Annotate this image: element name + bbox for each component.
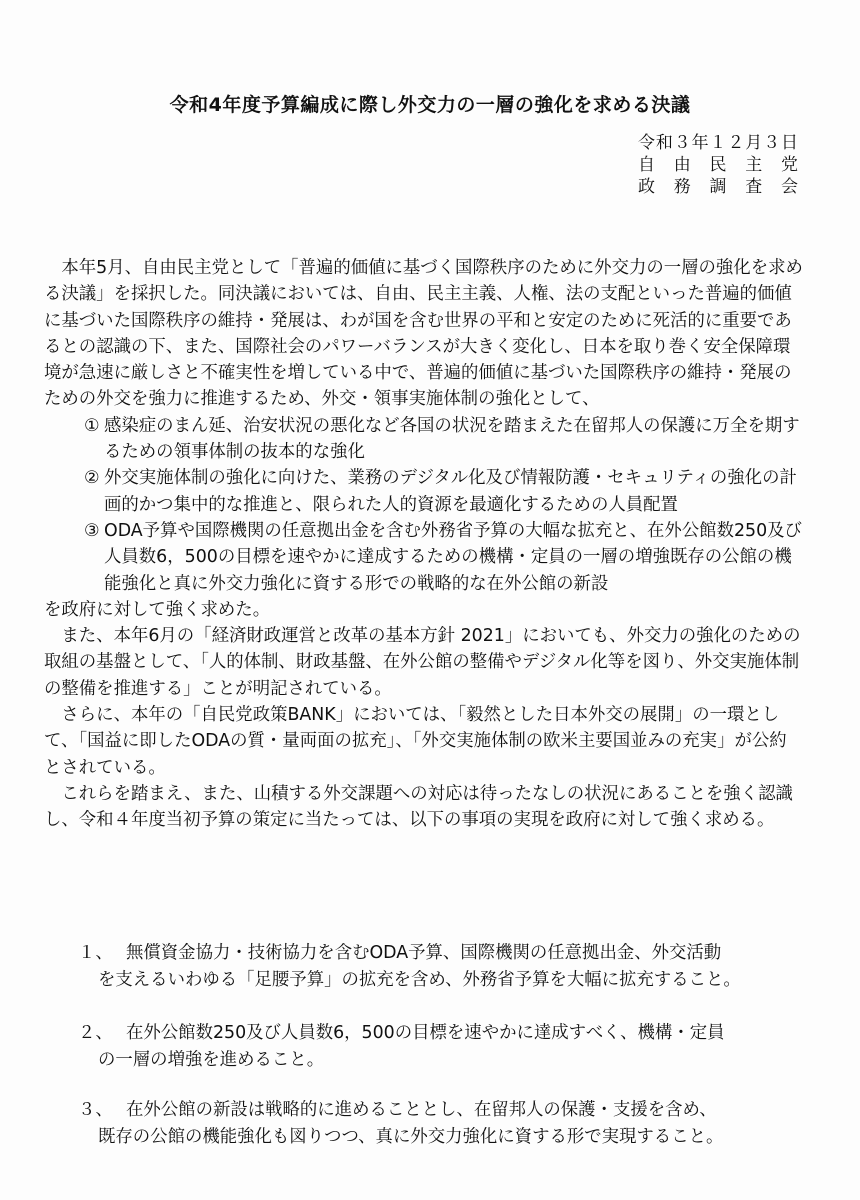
request-line-1: 無償資金協力・技術協力を含むODA予算、国際機関の任意拠出金、外交活動 [126,943,722,963]
request-item-3 [70,1097,810,1151]
date-block [638,132,798,198]
paragraph-4: これらを踏まえ、また、山積する外交課題への対応は待ったなしの状況にあることを強く認識し、令和４年度当初予算の策定に当たっては、以下の事項の実現を政府に対して強く求める。 [44,783,793,831]
paragraph-2: また、本年6月の「経済財政運営と改革の基本方針 2021」においても、外交力の強化のための取組の基盤として、「人的体制、財政基盤、在外公館の整備やデジタル化等を図り、外交実施体制の整備を推進する」ことが明記されている。 [44,626,801,699]
paragraph-1: 本年5月、自由民主党として「普遍的価値に基づく国際秩序のために外交力の一層の強化を求める決議」を採択した。同決議においては、自由、民主主義、人権、法の支配といった普遍的価値に基づいた国際秩序の維持・発展は、わが国を含む世界の平和と安定のために死活的に重要であるとの認識の下、また、国際社会のパワーバランスが大きく変化し、日本を取り巻く安全保障環境が急速に厳しさと不確実性を増している中で、普遍的価値に基づいた国際秩序の維持・発展のための外交を強力に推進するため、外交・領事実施体制の強化として、 [44,258,803,410]
request-number: ２、 [78,1023,113,1043]
request-line-2: を支えるいわゆる「足腰予算」の拡充を含め、外務省予算を大幅に拡充すること。 [98,970,741,990]
request-item-1 [70,940,810,994]
request-line-2: の一層の増強を進めること。 [98,1050,325,1070]
request-line-1: 在外公館数250及び人員数6，500の目標を速やかに達成すべく、機構・定員 [126,1023,725,1043]
list-item-number: ② [84,468,100,489]
list-item-text: ODA予算や国際機関の任意拠出金を含む外務省予算の大幅な拡充と、在外公館数250及び人員数6，500の目標を速やかに達成するための機構・定員の一層の増強既存の公館の機能強化と真に外交力強化に資する形での戦略的な在外公館の新設 [104,520,802,594]
document-date: 令和３年１２月３日 [638,133,798,153]
request-item-2 [70,1020,810,1074]
org-line-2: 政務調査会 [638,177,798,197]
request-line-1: 在外公館の新設は戦略的に進めることとし、在留邦人の保護・支援を含め、 [126,1100,717,1120]
list-item-number: ① [84,415,100,436]
list-item [44,465,804,518]
request-line-2: 既存の公館の機能強化も図りつつ、真に外交力強化に資する形で実現すること。 [98,1127,724,1147]
document-body [44,255,804,834]
list-item-text: 感染症のまん延、治安状況の悪化など各国の状況を踏まえた在留邦人の保護に万全を期するための領事体制の抜本的な強化 [104,415,800,463]
request-text [70,940,810,994]
list-item [44,413,804,466]
request-number: ３、 [78,1100,113,1120]
request-number: １、 [78,943,113,963]
list-item [44,518,804,597]
document-title: 令和4年度予算編成に際し外交力の一層の強化を求める決議 [169,94,691,116]
list-item-number: ③ [84,520,100,541]
list-item-text: 外交実施体制の強化に向けた、業務のデジタル化及び情報防護・セキュリティの強化の計画的かつ集中的な推進と、限られた人的資源を最適化するための人員配置 [104,468,797,515]
org-line-1: 自由民主党 [638,155,798,175]
paragraph-1-end: を政府に対して強く求めた。 [44,599,271,620]
request-text [70,1097,810,1151]
paragraph-3: さらに、本年の「自民党政策BANK」においては、「毅然とした日本外交の展開」の一環として、「国益に即したODAの質・量両面の拡充」、「外交実施体制の欧米主要国並みの充実」が公約とされている。 [44,705,787,778]
request-text [70,1020,810,1074]
